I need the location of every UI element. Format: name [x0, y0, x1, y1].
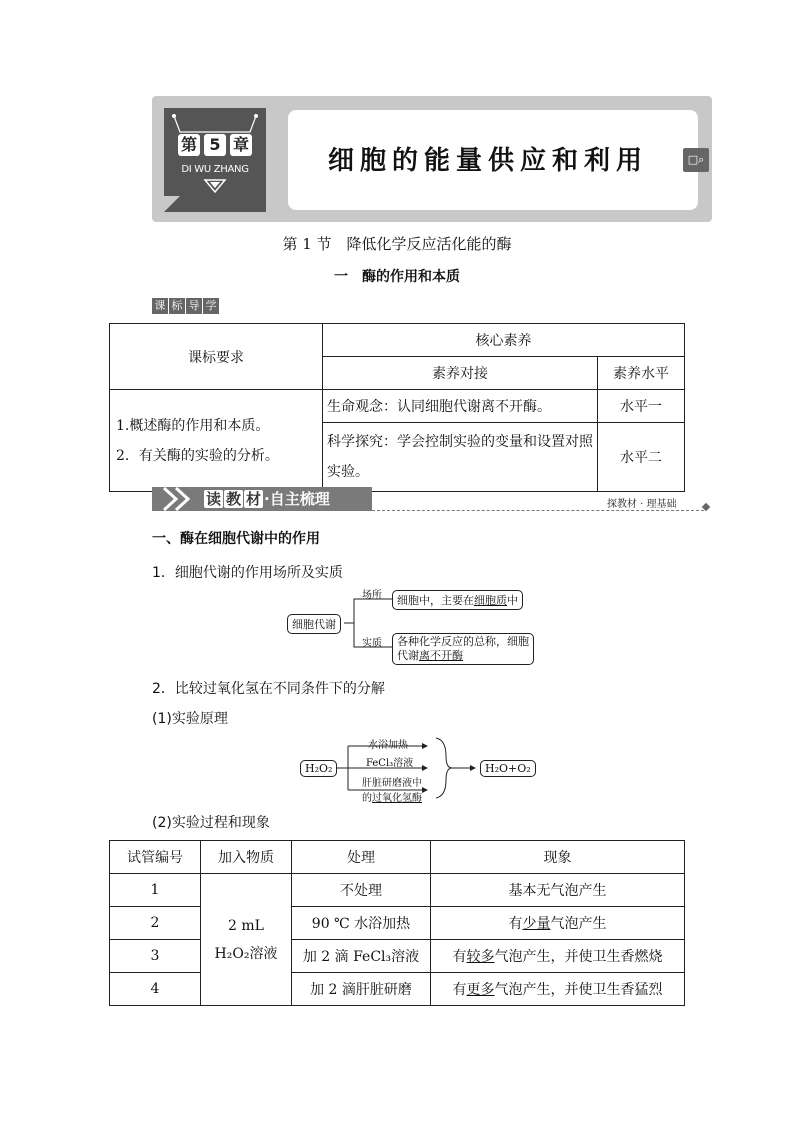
book-search-icon: □⌕ — [683, 148, 709, 172]
heading-1: 一、酶在细胞代谢中的作用 — [152, 531, 320, 547]
heading-process: (2)实验过程和现象 — [152, 815, 270, 831]
match-cell: 生命观念：认同细胞代谢离不开酶。 — [323, 390, 598, 423]
header-match: 素养对接 — [323, 357, 598, 390]
condition-liver: 肝脏研磨液中 — [362, 778, 422, 789]
phenomenon-cell: 基本无气泡产生 — [431, 874, 685, 907]
chapter-number: 第 5 章 — [170, 134, 260, 156]
label-place: 场所 — [362, 590, 382, 601]
divider — [372, 510, 704, 511]
curriculum-table — [109, 323, 685, 492]
label-essence: 实质 — [362, 638, 382, 649]
condition-fecl3: FeCl₃溶液 — [366, 758, 414, 769]
diagram-node-products: H₂O+O₂ — [480, 760, 536, 777]
diagram-node-metabolism: 细胞代谢 — [287, 614, 341, 634]
header-core: 核心素养 — [323, 324, 685, 357]
chapter-pinyin: DI WU ZHANG — [181, 164, 249, 175]
substance-cell: 2 mL H₂O₂溶液 — [201, 874, 292, 1006]
section-title: 第 1 节 降低化学反应活化能的酶 — [282, 235, 512, 253]
treatment-cell: 不处理 — [292, 874, 431, 907]
header-requirement: 课标要求 — [110, 324, 323, 390]
level-cell: 水平一 — [598, 390, 685, 423]
treatment-cell: 90 ℃ 水浴加热 — [292, 907, 431, 940]
header-phenomenon: 现象 — [431, 841, 685, 874]
tube-id: 4 — [110, 973, 201, 1006]
heading-1-1: 1．细胞代谢的作用场所及实质 — [152, 565, 343, 581]
heading-1-2: 2．比较过氧化氢在不同条件下的分解 — [152, 681, 385, 697]
phenomenon-cell: 有少量气泡产生 — [431, 907, 685, 940]
experiment-table — [109, 840, 685, 1006]
header-substance: 加入物质 — [201, 841, 292, 874]
curriculum-tag: 课 标 导 学 — [152, 298, 219, 314]
heading-principle: (1)实验原理 — [152, 711, 228, 727]
reading-right-label: 探教材 · 理基础 — [607, 499, 677, 510]
diagram-node-place: 细胞中，主要在细胞质中 — [392, 590, 523, 610]
treatment-cell: 加 2 滴肝脏研磨 — [292, 973, 431, 1006]
reading-title: 读 教 材 ·自主梳理 — [206, 490, 330, 508]
phenomenon-cell: 有更多气泡产生，并使卫生香猛烈 — [431, 973, 685, 1006]
section-subtitle: 一 酶的作用和本质 — [334, 269, 460, 285]
tube-id: 3 — [110, 940, 201, 973]
condition-enzyme: 的过氧化氢酶 — [362, 793, 422, 804]
match-cell: 科学探究：学会控制实验的变量和设置对照实验。 — [323, 423, 598, 492]
header-tube: 试管编号 — [110, 841, 201, 874]
diagram-node-h2o2: H₂O₂ — [300, 760, 337, 777]
condition-heat: 水浴加热 — [368, 740, 408, 751]
header-level: 素养水平 — [598, 357, 685, 390]
chapter-title: 细胞的能量供应和利用 — [327, 146, 648, 176]
phenomenon-cell: 有较多气泡产生，并使卫生香燃烧 — [431, 940, 685, 973]
triangle-down-icon — [203, 178, 227, 194]
badge-fold — [164, 196, 180, 212]
diagram-node-essence: 各种化学反应的总称，细胞 代谢离不开酶 — [392, 633, 534, 665]
tube-id: 2 — [110, 907, 201, 940]
double-chevron-icon — [160, 486, 200, 512]
requirement-cell: 1.概述酶的作用和本质。 2．有关酶的实验的分析。 — [110, 390, 323, 492]
level-cell: 水平二 — [598, 423, 685, 492]
treatment-cell: 加 2 滴 FeCl₃溶液 — [292, 940, 431, 973]
header-treatment: 处理 — [292, 841, 431, 874]
tube-id: 1 — [110, 874, 201, 907]
